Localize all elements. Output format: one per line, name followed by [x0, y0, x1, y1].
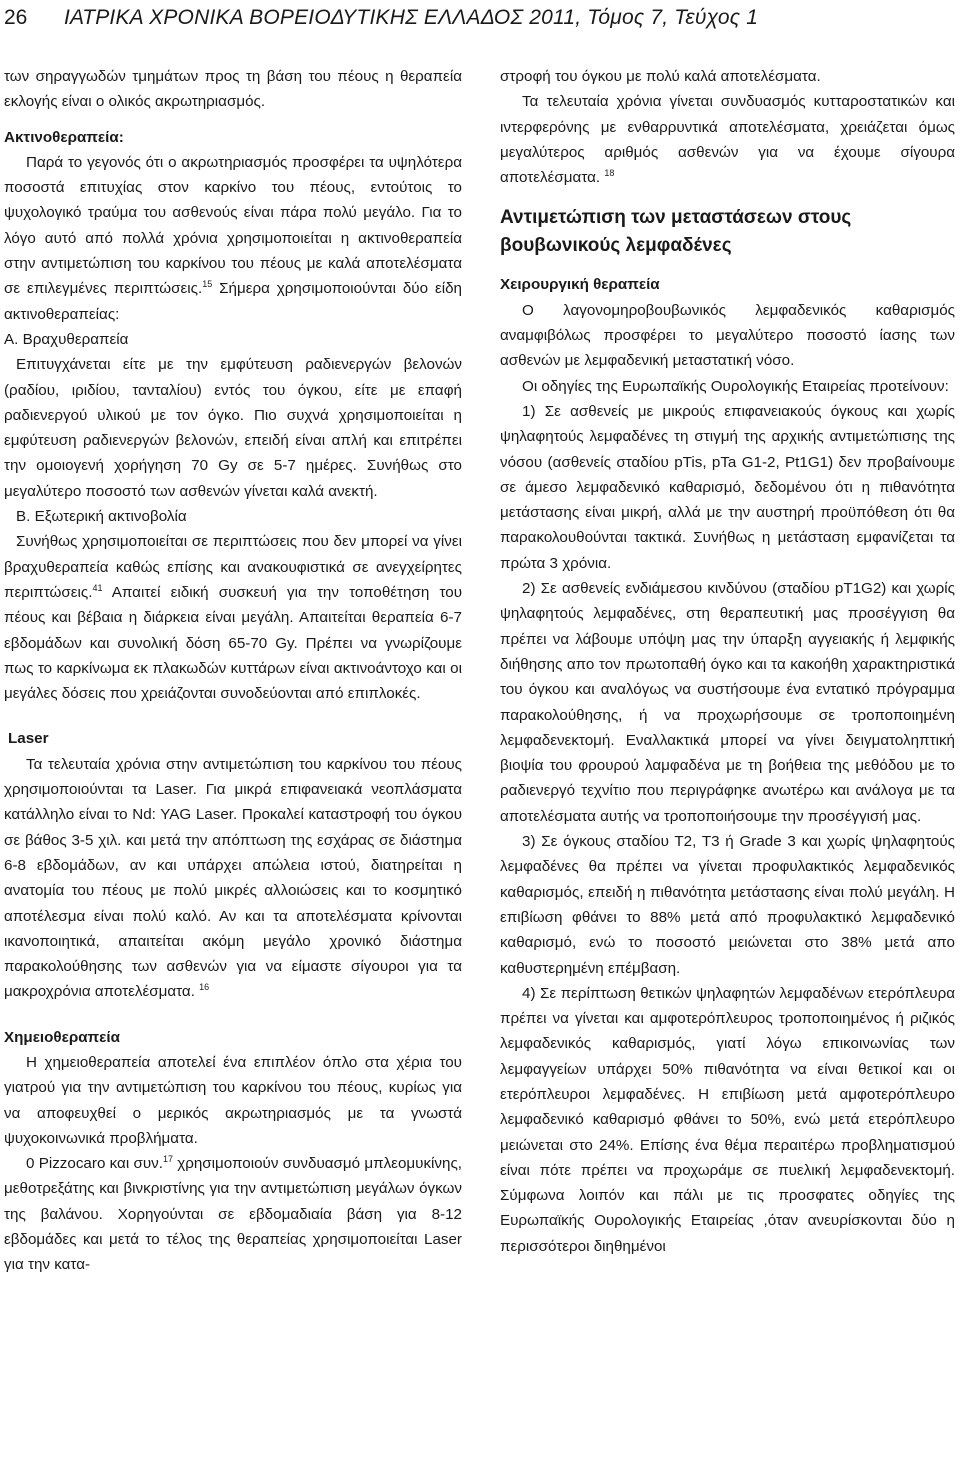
paragraph: 3) Σε όγκους σταδίου Τ2, Τ3 ή Grade 3 και χωρίς ψηλαφητούς λεμφαδένες θα πρέπει να γίνεται προφυλακτικός λεμφαδενικός καθαρισμός, επειδή η πιθανότητα μετάστασης είναι πολύ μεγάλη. Η επιβίωση φθάνει το 88% μετά από προφυλακτικό λεμφαδενικό καθαρισμό, ενώ το ποσοστό μειώνεται στο 38% μετά απο καθυστερημένη επέμβαση.	[500, 833, 955, 977]
paragraph: στροφή του όγκου με πολύ καλά αποτελέσματα.	[500, 68, 821, 85]
paragraph: Ο λαγονομηροβουβωνικός λεμφαδενικός καθαρισμός αναμφιβόλως προσφέρει το μεγαλύτερο ποσοστό ίασης των ασθενών με λεμφαδενική μεταστατική νόσο.	[500, 301, 955, 370]
subheading-brachytherapy: Α. Βραχυθεραπεία	[4, 330, 129, 348]
reference-marker: 16	[199, 982, 210, 993]
paragraph: Παρά το γεγονός ότι ο ακρωτηριασμός προσφέρει τα υψηλότερα ποσοστά επιτυχίας στον καρκίνο του πέους, εντούτοις το ψυχολογικό τραύμα του ασθενούς είναι πάρα πολύ μεγάλο. Για το λόγο αυτό από πολλά χρόνια χρησιμοποιείται η ακτινοθεραπεία στην αντιμετώπιση του καρκίνου του πέους με καλά αποτελέσματα σε επιλεγμένες περιπτώσεις.$^{15}$ Σήμερα χρησιμοποιούνται δύο είδη ακτινοθεραπείας:	[4, 153, 463, 323]
right-column	[500, 64, 955, 1259]
left-column	[4, 64, 462, 1278]
paragraph: Συνήθως χρησιμοποιείται σε περιπτώσεις που δεν μπορεί να γίνει βραχυθεραπεία καθώς επίσης και ανακουφιστικά σε ανεγχείρητες περιπτώσεις.$^{41}$ Απαιτεί ειδική συσκευή για την τοποθέτηση του πέους και βέβαια η διάρκεια είναι μεγάλη. Απαιτείται θεραπεία 6-7 εβδομάδων και συνολική δόση 65-70 Gy. Πρέπει να γνωρίζουμε πως το καρκίνωμα εκ πλακωδών κυττάρων είναι ακτινοάντοχο και οι μεγάλες δόσεις που χρειάζονται συνοδεύονται από επιπλοκές.	[4, 533, 462, 703]
subheading-external-radiation: Β. Εξωτερική ακτινοβολία	[16, 508, 187, 526]
paragraph: 4) Σε περίπτωση θετικών ψηλαφητών λεμφαδένων ετερόπλευρα πρέπει να γίνεται και αμφοτερόπλευρος τροποποιημένος ή ριζικός λεμφαδενικός καθαρισμός, γιατί λόγω επικοινωνίας των λεμφαγγείων υπάρχει 50% πιθανότητα να είναι θετικοί και οι ετερόπλευροι λεμφαδένες. Η επιβίωση μετά αμφοτερόπλευρο λεμφαδενικό καθαρισμό φθάνει το 50%, ενώ μετά ετερόπλευρο μειώνεται στο 24%. Επίσης ένα θέμα περαιτέρω προβληματισμού είναι πότε πρέπει να προχωράμε σε πυελική λεμφαδενεκτομή. Σύμφωνα λοιπόν και πάλι με τις προσφατες οδηγίες της Ευρωπαϊκής Ουρολογικής Εταιρείας ,όταν ανευρίσκονται δύο η περισσότεροι διηθημένοι	[500, 984, 955, 1255]
paragraph: Οι οδηγίες της Ευρωπαϊκής Ουρολογικής Εταιρείας προτείνουν:	[522, 377, 949, 395]
reference-marker: 41	[92, 582, 103, 593]
section-heading-chemotherapy: Χημειοθεραπεία	[4, 1028, 120, 1046]
paragraph: 0 Pizzocaro και συν.$^{17}$ χρησιμοποιούν συνδυασμό μπλεομυκίνης, μεθοτρεξάτης και βινκριστίνης για την αντιμετώπιση μεγάλων όγκων της βαλάνου. Χορηγούνται σε εβδομαδιαία βάση για 8-12 εβδομάδες και μετά το τέλος της θεραπείας χρησιμοποιείται Laser για την κατα-	[4, 1154, 463, 1274]
journal-title: ΙΑΤΡΙΚΑ ΧΡΟΝΙΚΑ ΒΟΡΕΙΟΔΥΤΙΚΗΣ ΕΛΛΑΔΟΣ 2011, Τόμος 7, Τεύχος 1	[64, 6, 759, 29]
section-heading-laser: Laser	[8, 730, 49, 748]
subheading-surgical-treatment: Χειρουργική θεραπεία	[500, 276, 660, 294]
paragraph: Τα τελευταία χρόνια γίνεται συνδυασμός κυτταροστατικών και ιντερφερόνης με ενθαρρυντικά αποτελέσματα, χρειάζεται όμως μεγαλύτερος αριθμός ασθενών για να έχουμε σίγουρα αποτελέσματα. $^{18}$	[500, 93, 955, 187]
reference-marker: 15	[202, 279, 213, 290]
page-number: 26	[4, 6, 28, 29]
paragraph: 2) Σε ασθενείς ενδιάμεσου κινδύνου (σταδίου pT1G2) και χωρίς ψηλαφητούς λεμφαδένες, στη θεραπευτική μας προσέγγιση θα πρέπει να λάβουμε υπόψη μας την ύπαρξη αγγειακής ή λεμφικής διήθησης απο τον πρωτοπαθή όγκο και τα κακοήθη χαρακτηριστικά του όγκου και αναλόγως να συστήσουμε ένα εντατικό πρόγραμμα παρακολούθησης, ή να προχωρήσουμε σε τροποποιημένη λεμφαδενεκτομή. Εναλλακτικά μπορεί να γίνει δειγματοληπτική βιοψία του φρουρού λαμφαδένα με τη βοήθεια της μεθόδου με το ραδιενεργό τεχνίτιο που περιγράφηκε ανωτέρω και ανάλογα με τα αποτελέσματα αυτής να τροποποιήσουμε την προσέγγισή μας.	[500, 580, 955, 825]
section-heading-metastases: Αντιμετώπιση των μεταστάσεων στους βουβωνικούς λεμφαδένες	[500, 207, 852, 257]
paragraph: Επιτυγχάνεται είτε με την εμφύτευση ραδιενεργών βελονών (ραδίου, ιριδίου, τανταλίου) εντός του όγκου, είτε με επαφή ραδιενεργού υλικού με τον όγκο. Πιο συχνά χρησιμοποιείται η εμφύτευση ραδιενεργών βελονών, επειδή είναι απλή και επιτρέπει την ομοιογενή χορήγηση 70 Gy σε 5-7 ημέρες. Συνήθως στο μεγαλύτερο ποσοστό των ασθενών γίνεται καλά ανεκτή.	[4, 356, 462, 500]
paragraph: των σηραγγωδών τμημάτων προς τη βάση του πέους η θεραπεία εκλογής είναι ο ολικός ακρωτηριασμός.	[4, 68, 462, 111]
section-heading-radiotherapy: Ακτινοθεραπεία:	[4, 128, 124, 146]
reference-marker: 18	[604, 168, 615, 179]
paragraph: 1) Σε ασθενείς με μικρούς επιφανειακούς όγκους και χωρίς ψηλαφητούς λεμφαδένες τη στιγμή της αρχικής αντιμετώπισης της νόσου (ασθενείς σταδίου pTis, pTa G1-2, Pt1G1) δεν προβαίνουμε σε άμεσο λεμφαδενικό καθαρισμό, δεδομένου ότι η πιθανότητα μετάστασης είναι μικρή, αλλά με την αυστηρή προϋπόθεση ότι θα παρακολουθούνται τακτικά. Συνήθως η μετάσταση εμφανίζεται τα πρώτα 3 χρόνια.	[500, 402, 955, 572]
page-header	[0, 0, 960, 44]
reference-marker: 17	[162, 1154, 173, 1165]
paragraph: Η χημειοθεραπεία αποτελεί ένα επιπλέον όπλο στα χέρια του γιατρού για την αντιμετώπιση του καρκίνου του πέους, κυρίως για να αποφευχθεί ο μερικός ακρωτηριασμός με τα γνωστά ψυχοκοινωνικά προβλήματα.	[4, 1053, 462, 1147]
paragraph: Τα τελευταία χρόνια στην αντιμετώπιση του καρκίνου του πέους χρησιμοποιούνται τα Laser. Για μικρά επιφανειακά νεοπλάσματα κατάλληλο είναι το Nd: YAG Laser. Προκαλεί καταστροφή του όγκου σε βάθος 3-5 χιλ. και μετά την απόπτωση της εσχάρας σε διάστημα 6-8 εβδομάδων, αν και υπάρχει απώλεια ιστού, διατηρείται η ανατομία του πέους με πολύ μικρές αλλοιώσεις και το κοσμητικό αποτέλεσμα είναι πολύ καλό. Αν και τα αποτελέσματα κρίνονται ικανοποιητικά, απαιτείται ακόμη μεγάλο χρονικό διάστημα παρακολούθησης των ασθενών για να είμαστε σίγουροι για τα μακροχρόνια αποτελέσματα. $^{16}$	[4, 755, 462, 1001]
